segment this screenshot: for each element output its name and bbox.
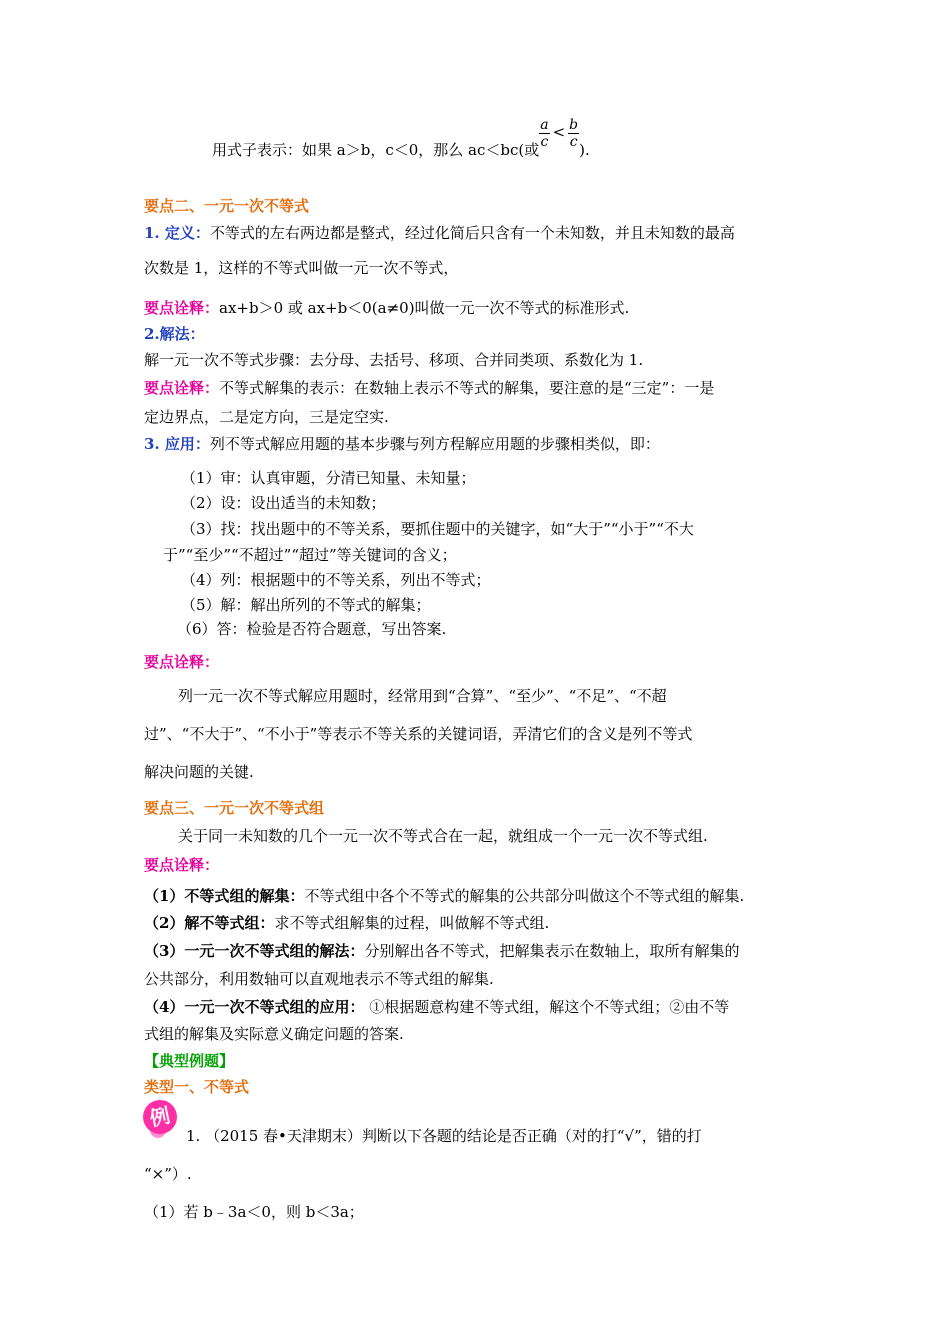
note-1-label: 要点诠释：	[144, 299, 220, 317]
system-item-2: （2）解不等式组：求不等式组解集的过程，叫做解不等式组.	[144, 914, 550, 932]
system-item-4-line-2: 式组的解集及实际意义确定问题的答案.	[144, 1025, 404, 1043]
section-3-intro: 关于同一未知数的几个一元一次不等式合在一起，就组成一个一元一次不等式组.	[178, 827, 708, 845]
note-2-line-2: 定边界点，二是定方向，三是定空实.	[144, 408, 389, 426]
examples-heading: 【典型例题】	[144, 1052, 235, 1070]
step-4: （4）列：根据题中的不等关系，列出不等式；	[181, 571, 491, 589]
formula-tail: ).	[579, 141, 590, 159]
type-1-heading: 类型一、不等式	[144, 1078, 250, 1096]
definition-label: 1. 定义：	[144, 224, 210, 242]
step-1: （1）审：认真审题，分清已知量、未知量；	[181, 469, 476, 487]
step-6: （6）答：检验是否符合题意，写出答案.	[177, 620, 447, 638]
note-2-label: 要点诠释：	[144, 379, 220, 397]
formula-line	[212, 116, 590, 178]
application-line: 3. 应用：列不等式解应用题的基本步骤与列方程解应用题的步骤相类似，即：	[144, 435, 660, 453]
application-label: 3. 应用：	[144, 435, 210, 453]
fraction-b-over-c: $\frac{b}{c}$	[569, 116, 579, 150]
section-2-heading: 要点二、一元一次不等式	[144, 197, 310, 215]
note-3-line-1: 列一元一次不等式解应用题时，经常用到“合算”、“至少”、“不足”、“不超	[178, 687, 667, 705]
formula-text: 用式子表示：如果 a＞b，c＜0，那么 ac＜bc(或	[212, 141, 540, 159]
step-3-line-1: （3）找：找出题中的不等关系，要抓住题中的关键字，如“大于”“小于”“不大	[181, 520, 694, 538]
question-1-sub-1: （1）若 b﹣3a＜0，则 b＜3a；	[144, 1203, 364, 1221]
system-item-1: （1）不等式组的解集：不等式组中各个不等式的解集的公共部分叫做这个不等式组的解集.	[144, 887, 745, 905]
system-item-4-line-1: （4）一元一次不等式组的应用： ①根据题意构建不等式组，解这个不等式组；②由不等	[144, 998, 730, 1016]
system-item-3-line-1: （3）一元一次不等式组的解法：分别解出各不等式，把解集表示在数轴上，取所有解集的	[144, 942, 740, 960]
step-2: （2）设：设出适当的未知数；	[181, 494, 386, 512]
method-label: 2.解法：	[144, 325, 205, 343]
note-3-label: 要点诠释：	[144, 653, 220, 671]
note-2-line-1: 要点诠释：不等式解集的表示：在数轴上表示不等式的解集，要注意的是“三定”：一是	[144, 379, 715, 397]
section-3-note-label: 要点诠释：	[144, 856, 220, 874]
definition-line-2: 次数是 1，这样的不等式叫做一元一次不等式，	[144, 259, 459, 277]
step-3-line-2: 于”“至少”“不超过”“超过”等关键词的含义；	[163, 546, 457, 564]
note-3-line-2: 过”、“不大于”、“不小于”等表示不等关系的关键词语，弄清它们的含义是列不等式	[144, 725, 693, 743]
question-1-line-1: 1. （2015 春•天津期末）判断以下各题的结论是否正确（对的打“√”，错的打	[186, 1127, 702, 1145]
example-badge-icon: 例	[140, 1097, 180, 1137]
step-5: （5）解：解出所列的不等式的解集；	[181, 596, 431, 614]
system-item-3-line-2: 公共部分，利用数轴可以直观地表示不等式组的解集.	[144, 970, 494, 988]
note-1: 要点诠释：ax+b＞0 或 ax+b＜0(a≠0)叫做一元一次不等式的标准形式.	[144, 299, 630, 317]
method-text: 解一元一次不等式步骤：去分母、去括号、移项、合并同类项、系数化为 1.	[144, 351, 644, 369]
definition-line-1: 1. 定义：不等式的左右两边都是整式，经过化简后只含有一个未知数，并且未知数的最高	[144, 224, 735, 242]
less-than-sign: <	[552, 123, 566, 141]
section-3-heading: 要点三、一元一次不等式组	[144, 799, 325, 817]
fraction-a-over-c: $\frac{a}{c}$	[540, 116, 549, 150]
note-3-line-3: 解决问题的关键.	[144, 763, 254, 781]
question-1-line-2: “×”）.	[144, 1165, 192, 1183]
